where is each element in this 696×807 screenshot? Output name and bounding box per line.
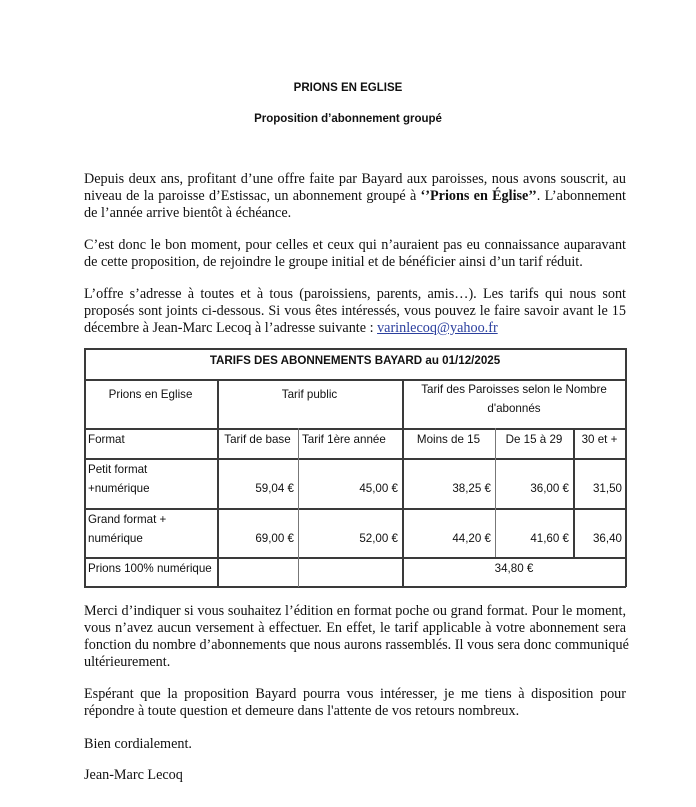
row-label-line: Grand format + [88,513,167,526]
header-tarif-paroisses [402,379,626,428]
text-line: fonction du nombre d’abonnements que nous aurons rassemblés. Il vous sera donc communiqué [84,637,629,653]
price-cell: 41,60 € [530,532,569,545]
column-header-moins-15: Moins de 15 [416,433,481,446]
column-header-format: Format [88,433,125,446]
text-line: Depuis deux ans, profitant d’une offre faite par Bayard aux paroisses, nous avons souscrit, au [84,171,626,187]
price-cell-empty [217,557,298,587]
row-label-line: +numérique [88,482,150,495]
text-line: Merci d’indiquer si vous souhaitez l’édition en format poche ou grand format. Pour le moment, [84,603,626,619]
text-line: de cette proposition, de rejoindre le groupe initial et de bénéficier ainsi d’un tarif réduit. [84,254,583,270]
publication-name: Prions en Église [429,188,529,204]
table-border [84,428,626,430]
table-border [84,508,626,510]
price-cell: 36,40 [592,532,622,545]
text-line: L’offre s’adresse à toutes et à tous (paroissiens, parents, amis…). Les tarifs qui nous sont [84,286,626,302]
text-line: ultérieurement. [84,654,171,670]
signature [84,767,626,784]
price-cell: 31,50 [592,482,622,495]
table-border [298,428,299,587]
pricing-table [84,348,626,587]
table-border [84,557,626,559]
price-cell: 44,20 € [452,532,491,545]
table-row-label: Prions 100% numérique [88,562,212,575]
paragraph-intro [84,171,626,222]
text-line [84,320,626,337]
text-segment: niveau de la paroisse d’Estissac, un abonnement groupé à [84,188,421,204]
text-segment: . L’abonnement [536,188,626,204]
price-cell: 69,00 € [255,532,294,545]
table-title: TARIFS DES ABONNEMENTS BAYARD au 01/12/2025 [209,354,501,367]
table-border [402,379,404,587]
price-cell: 38,25 € [452,482,491,495]
price-cell-paroisses-merged: 34,80 € [494,562,534,575]
table-border [84,458,626,460]
paragraph-instructions [84,603,629,671]
text-line: répondre à toute question et demeure dans l'attente de vos retours nombreux. [84,703,520,719]
table-border [495,428,496,557]
text-line: de l’année arrive bientôt à échéance. [84,205,292,221]
paragraph-closing [84,686,626,720]
text-line: vous n’avez aucun versement à effectuer. En effet, le tarif applicable à votre abonnement sera [84,620,626,636]
text-segment: décembre à Jean-Marc Lecoq à l’adresse suivante : [84,320,378,336]
document-title: PRIONS EN EGLISE [293,82,403,94]
price-cell: 59,04 € [255,482,294,495]
table-row-label [84,508,217,557]
text-line: Espérant que la proposition Bayard pourra vous intéresser, je me tiens à disposition pour [84,686,626,702]
column-header-30-plus: 30 et + [581,433,618,446]
price-cell: 45,00 € [359,482,398,495]
table-border [573,428,575,557]
text-line: C’est donc le bon moment, pour celles et ceux qui n’auraient pas eu connaissance auparavant [84,237,626,253]
paragraph-offer [84,286,626,337]
quote-open: ‘’ [420,188,430,204]
header-line: Tarif des Paroisses selon le Nombre [421,383,607,396]
quote-close: ’’ [528,188,537,204]
price-cell-empty [298,557,402,587]
text-line: proposés sont joints ci-dessous. Si vous êtes intéressés, vous pouvez le faire savoir avant le 15 [84,303,626,319]
text-line [84,188,626,205]
table-border [625,348,627,587]
document-subtitle: Proposition d’abonnement groupé [254,113,442,125]
header-tarif-public: Tarif public [281,388,338,401]
row-label-line: Petit format [88,463,148,476]
email-link[interactable]: varinlecoq@yahoo.fr [377,320,498,336]
column-header-15-29: De 15 à 29 [505,433,563,446]
paragraph-opportunity [84,237,626,271]
table-border [84,586,626,588]
row-label-line: numérique [88,532,143,545]
price-cell: 52,00 € [359,532,398,545]
table-border [217,379,219,587]
text-line: Jean-Marc Lecoq [84,767,183,783]
table-border [84,379,626,381]
table-border [84,348,626,350]
header-product: Prions en Eglise [108,388,193,401]
price-cell: 36,00 € [530,482,569,495]
header-line: d'abonnés [487,402,541,415]
column-header-tarif-base: Tarif de base [224,433,291,446]
table-row-label [84,458,217,508]
text-line: Bien cordialement. [84,736,192,752]
column-header-tarif-1ere: Tarif 1ère année [302,433,386,446]
closing-salutation [84,736,626,753]
table-border [84,348,86,587]
